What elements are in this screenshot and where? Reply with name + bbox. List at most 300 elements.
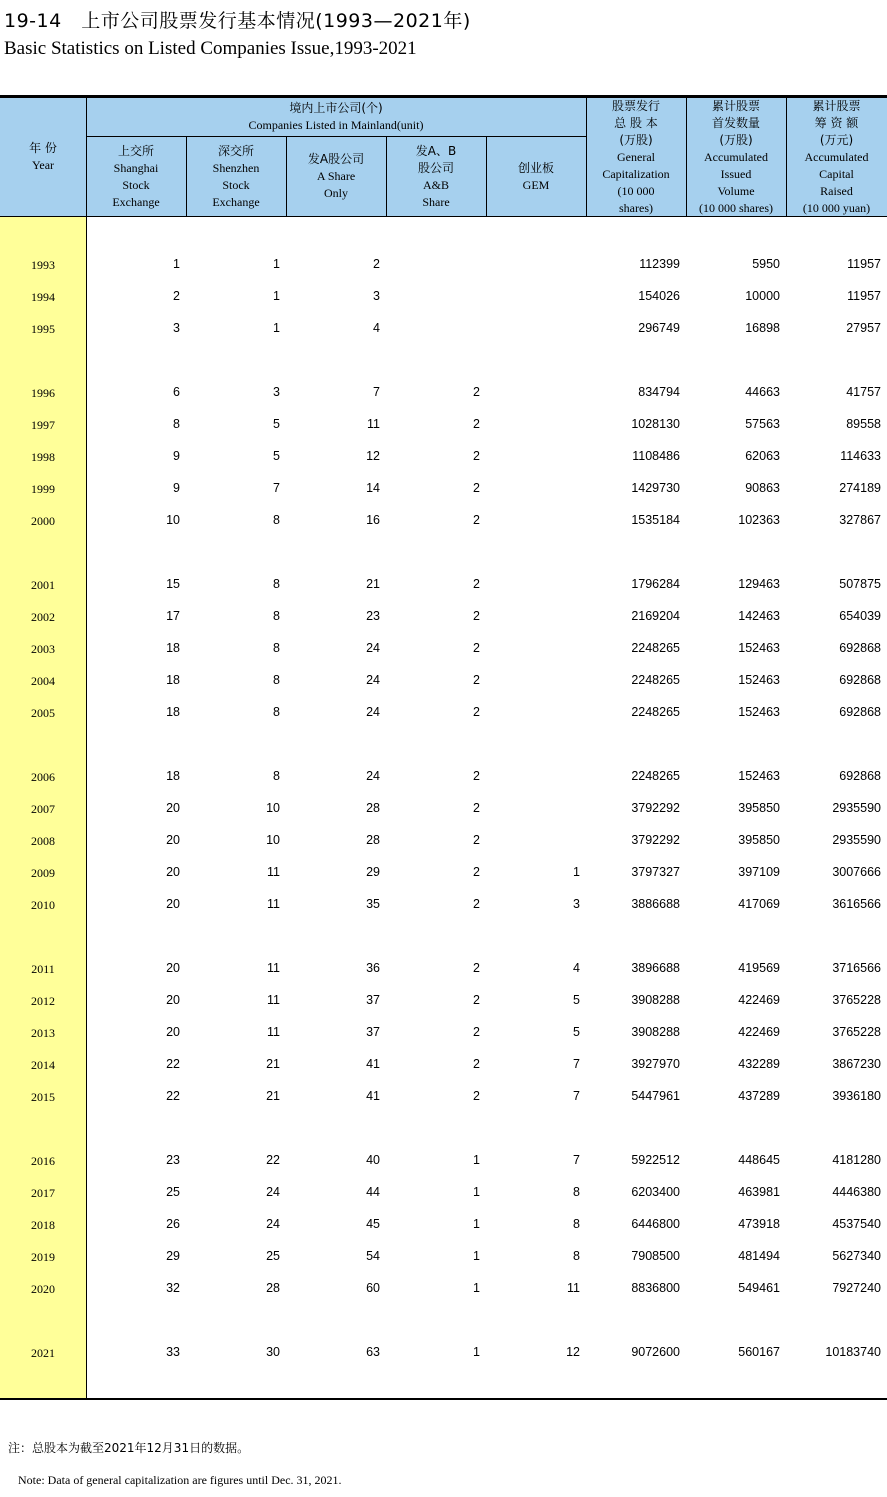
cell-raised: 7927240	[832, 1281, 881, 1295]
cell-raised: 692868	[839, 769, 881, 783]
header-gem	[486, 137, 586, 216]
page-title-en: Basic Statistics on Listed Companies Issue,1993-2021	[4, 38, 417, 59]
cell-sz: 8	[273, 577, 280, 591]
cell-a: 24	[366, 705, 380, 719]
header-issued-volume-en4: (10 000 shares)	[699, 200, 773, 215]
cell-vol: 419569	[738, 961, 780, 975]
header-shanghai-en3: Exchange	[112, 194, 160, 209]
cell-a: 41	[366, 1089, 380, 1103]
cell-raised: 692868	[839, 705, 881, 719]
cell-ab: 2	[473, 481, 480, 495]
cell-sh: 8	[173, 417, 180, 431]
cell-ab: 1	[473, 1217, 480, 1231]
cell-gem: 5	[573, 993, 580, 1007]
cell-raised: 4537540	[832, 1217, 881, 1231]
row-year: 2015	[31, 1090, 55, 1104]
cell-raised: 654039	[839, 609, 881, 623]
cell-sh: 2	[173, 289, 180, 303]
cell-a: 24	[366, 673, 380, 687]
table-row	[0, 415, 887, 435]
cell-sz: 10	[266, 833, 280, 847]
header-capital-raised-cn3: (万元)	[819, 132, 854, 147]
cell-a: 28	[366, 833, 380, 847]
cell-vol: 102363	[738, 513, 780, 527]
cell-sh: 20	[166, 833, 180, 847]
header-shenzhen	[186, 137, 286, 216]
cell-sz: 21	[266, 1089, 280, 1103]
cell-sh: 25	[166, 1185, 180, 1199]
cell-cap: 9072600	[631, 1345, 680, 1359]
cell-vol: 152463	[738, 769, 780, 783]
header-listed-group	[86, 98, 586, 136]
row-year: 2011	[31, 962, 55, 976]
cell-sh: 20	[166, 897, 180, 911]
row-year: 1997	[31, 418, 55, 432]
cell-sh: 26	[166, 1217, 180, 1231]
cell-ab: 1	[473, 1345, 480, 1359]
cell-a: 37	[366, 993, 380, 1007]
row-year: 2001	[31, 578, 55, 592]
cell-raised: 692868	[839, 641, 881, 655]
cell-sz: 1	[273, 257, 280, 271]
footnote-en: Note: Data of general capitalization are figures until Dec. 31, 2021.	[18, 1473, 342, 1487]
cell-sh: 9	[173, 449, 180, 463]
cell-raised: 3765228	[832, 1025, 881, 1039]
cell-vol: 397109	[738, 865, 780, 879]
table-row	[0, 671, 887, 691]
cell-sz: 11	[267, 993, 280, 1007]
cell-sh: 22	[166, 1089, 180, 1103]
cell-cap: 834794	[638, 385, 680, 399]
cell-raised: 2935590	[832, 833, 881, 847]
header-capitalization-cn2: 总 股 本	[614, 115, 658, 130]
row-year: 2020	[31, 1282, 55, 1296]
cell-raised: 692868	[839, 673, 881, 687]
cell-ab: 1	[473, 1153, 480, 1167]
table-row	[0, 767, 887, 787]
cell-sh: 18	[166, 641, 180, 655]
header-shanghai-cn: 上交所	[117, 143, 154, 158]
cell-raised: 507875	[839, 577, 881, 591]
row-year: 2017	[31, 1186, 55, 1200]
header-shenzhen-en1: Shenzhen	[212, 160, 260, 175]
cell-a: 35	[366, 897, 380, 911]
row-year: 2004	[31, 674, 55, 688]
header-capitalization-cn3: (万股)	[619, 132, 653, 147]
cell-a: 63	[366, 1345, 380, 1359]
header-shenzhen-cn: 深交所	[217, 143, 254, 158]
cell-ab: 2	[473, 865, 480, 879]
cell-vol: 152463	[738, 673, 780, 687]
row-year: 1996	[31, 386, 55, 400]
cell-sh: 9	[173, 481, 180, 495]
cell-sz: 5	[273, 449, 280, 463]
cell-gem: 8	[573, 1185, 580, 1199]
header-a-share-en2: Only	[324, 186, 348, 200]
header-shanghai	[86, 137, 186, 216]
cell-ab: 2	[473, 993, 480, 1007]
table-row	[0, 1279, 887, 1299]
cell-gem: 8	[573, 1217, 580, 1231]
table-row	[0, 1151, 887, 1171]
header-issued-volume-en1: Accumulated	[704, 149, 768, 164]
cell-raised: 4181280	[832, 1153, 881, 1167]
header-shenzhen-en2: Stock	[222, 177, 250, 192]
cell-a: 45	[366, 1217, 380, 1231]
cell-ab: 2	[473, 609, 480, 623]
cell-raised: 3616566	[832, 897, 881, 911]
cell-sz: 8	[273, 673, 280, 687]
row-year: 2007	[31, 802, 55, 816]
cell-sz: 8	[273, 769, 280, 783]
row-year: 1993	[31, 258, 55, 272]
cell-sh: 17	[166, 609, 180, 623]
row-year: 2008	[31, 834, 55, 848]
cell-cap: 2169204	[631, 609, 680, 623]
table-row	[0, 447, 887, 467]
cell-raised: 11957	[847, 257, 881, 271]
table-row	[0, 799, 887, 819]
cell-a: 12	[366, 449, 380, 463]
header-ab-share	[386, 137, 486, 216]
cell-cap: 6203400	[631, 1185, 680, 1199]
cell-a: 24	[366, 641, 380, 655]
cell-ab: 2	[473, 449, 480, 463]
cell-raised: 3765228	[832, 993, 881, 1007]
cell-sz: 25	[266, 1249, 280, 1263]
cell-sh: 18	[166, 705, 180, 719]
header-capital-raised-en2: Capital	[819, 166, 854, 181]
cell-raised: 11957	[847, 289, 881, 303]
cell-vol: 57563	[745, 417, 780, 431]
cell-a: 2	[373, 257, 380, 271]
cell-vol: 395850	[738, 833, 780, 847]
cell-a: 23	[366, 609, 380, 623]
cell-raised: 10183740	[825, 1345, 881, 1359]
cell-vol: 44663	[745, 385, 780, 399]
cell-a: 28	[366, 801, 380, 815]
header-shanghai-en2: Stock	[122, 177, 150, 192]
cell-vol: 422469	[738, 1025, 780, 1039]
header-capitalization-en2: Capitalization	[602, 166, 670, 181]
cell-raised: 89558	[846, 417, 881, 431]
header-capital-raised-cn2: 筹 资 额	[814, 115, 859, 130]
cell-a: 29	[366, 865, 380, 879]
cell-ab: 2	[473, 1057, 480, 1071]
cell-a: 36	[366, 961, 380, 975]
cell-a: 3	[373, 289, 380, 303]
table-row	[0, 1183, 887, 1203]
table-row	[0, 607, 887, 627]
cell-ab: 2	[473, 705, 480, 719]
header-year-cn: 年 份	[29, 141, 57, 155]
row-year: 2002	[31, 610, 55, 624]
cell-a: 37	[366, 1025, 380, 1039]
cell-gem: 1	[573, 865, 580, 879]
header-year-en: Year	[31, 158, 55, 172]
cell-gem: 7	[573, 1153, 580, 1167]
cell-sz: 8	[273, 513, 280, 527]
cell-ab: 2	[473, 577, 480, 591]
cell-raised: 274189	[839, 481, 881, 495]
header-capitalization-cn1: 股票发行	[611, 98, 660, 113]
cell-cap: 154026	[638, 289, 680, 303]
table-row	[0, 991, 887, 1011]
cell-sz: 1	[273, 289, 280, 303]
cell-cap: 3908288	[631, 1025, 680, 1039]
cell-sh: 15	[166, 577, 180, 591]
header-a-share-cn: 发A股公司	[307, 152, 365, 166]
table-row	[0, 1247, 887, 1267]
header-issued-volume	[686, 98, 786, 216]
table-row	[0, 831, 887, 851]
cell-a: 41	[366, 1057, 380, 1071]
cell-raised: 3716566	[832, 961, 881, 975]
row-year: 1999	[31, 482, 55, 496]
header-ab-share-cn2: 股公司	[417, 160, 454, 175]
cell-ab: 2	[473, 513, 480, 527]
cell-vol: 152463	[738, 641, 780, 655]
table-row	[0, 287, 887, 307]
cell-vol: 463981	[738, 1185, 780, 1199]
cell-cap: 1796284	[631, 577, 680, 591]
cell-vol: 395850	[738, 801, 780, 815]
header-capital-raised-en3: Raised	[820, 183, 853, 198]
cell-sz: 8	[273, 641, 280, 655]
cell-sz: 28	[266, 1281, 280, 1295]
cell-sz: 11	[267, 897, 280, 911]
header-ab-share-en1: A&B	[422, 177, 449, 192]
header-capital-raised	[786, 98, 887, 216]
page-title-cn: 19-14 上市公司股票发行基本情况(1993—2021年)	[4, 10, 471, 32]
row-year: 2010	[31, 898, 55, 912]
row-year: 1994	[31, 290, 55, 304]
cell-sz: 11	[267, 865, 280, 879]
cell-vol: 62063	[745, 449, 780, 463]
row-year: 2021	[31, 1346, 55, 1360]
table-row	[0, 1023, 887, 1043]
table-row	[0, 1215, 887, 1235]
cell-ab: 2	[473, 961, 480, 975]
header-year	[0, 98, 86, 216]
cell-cap: 3792292	[631, 801, 680, 815]
row-year: 2018	[31, 1218, 55, 1232]
cell-vol: 422469	[738, 993, 780, 1007]
table-row	[0, 383, 887, 403]
cell-raised: 327867	[839, 513, 881, 527]
cell-sh: 20	[166, 961, 180, 975]
cell-cap: 3908288	[631, 993, 680, 1007]
cell-vol: 152463	[738, 705, 780, 719]
cell-sz: 22	[266, 1153, 280, 1167]
table-row	[0, 1087, 887, 1107]
cell-cap: 2248265	[631, 769, 680, 783]
cell-sh: 20	[166, 801, 180, 815]
table-row	[0, 319, 887, 339]
cell-sh: 1	[173, 257, 180, 271]
cell-ab: 2	[473, 897, 480, 911]
cell-raised: 114633	[840, 449, 881, 463]
row-year: 2009	[31, 866, 55, 880]
cell-ab: 2	[473, 385, 480, 399]
cell-raised: 5627340	[832, 1249, 881, 1263]
cell-cap: 1535184	[631, 513, 680, 527]
header-a-share	[286, 137, 386, 216]
cell-ab: 2	[473, 833, 480, 847]
cell-sh: 18	[166, 769, 180, 783]
cell-gem: 7	[573, 1057, 580, 1071]
header-ab-share-en2: Share	[422, 194, 450, 209]
cell-cap: 8836800	[631, 1281, 680, 1295]
statistics-table	[0, 95, 887, 1401]
cell-vol: 481494	[738, 1249, 780, 1263]
row-year: 2019	[31, 1250, 55, 1264]
cell-vol: 560167	[738, 1345, 780, 1359]
cell-gem: 3	[573, 897, 580, 911]
cell-sh: 20	[166, 1025, 180, 1039]
header-shenzhen-en3: Exchange	[212, 194, 260, 209]
header-issued-volume-en3: Volume	[717, 183, 755, 198]
cell-vol: 5950	[752, 257, 780, 271]
cell-sh: 10	[166, 513, 180, 527]
cell-cap: 2248265	[631, 673, 680, 687]
cell-cap: 3797327	[631, 865, 680, 879]
header-capitalization-en4: shares)	[619, 200, 653, 215]
cell-a: 16	[366, 513, 380, 527]
table-row	[0, 511, 887, 531]
cell-ab: 2	[473, 673, 480, 687]
row-year: 2012	[31, 994, 55, 1008]
row-year: 2014	[31, 1058, 55, 1072]
cell-cap: 3927970	[631, 1057, 680, 1071]
header-shanghai-en1: Shanghai	[113, 160, 159, 175]
header-gem-cn: 创业板	[517, 160, 554, 175]
cell-ab: 1	[473, 1249, 480, 1263]
cell-ab: 2	[473, 417, 480, 431]
cell-a: 40	[366, 1153, 380, 1167]
cell-cap: 2248265	[631, 641, 680, 655]
header-capital-raised-en1: Accumulated	[804, 149, 869, 164]
cell-vol: 16898	[745, 321, 780, 335]
cell-cap: 112399	[639, 257, 680, 271]
cell-a: 54	[366, 1249, 380, 1263]
cell-ab: 2	[473, 1089, 480, 1103]
row-year: 2013	[31, 1026, 55, 1040]
cell-sh: 23	[166, 1153, 180, 1167]
header-capitalization-en3: (10 000	[617, 183, 655, 198]
header-issued-volume-cn2: 首发数量	[711, 115, 760, 130]
table-row	[0, 575, 887, 595]
header-capital-raised-en4: (10 000 yuan)	[802, 200, 871, 215]
cell-sz: 7	[273, 481, 280, 495]
header-gem-en: GEM	[522, 177, 550, 192]
cell-sz: 3	[273, 385, 280, 399]
cell-sz: 8	[273, 705, 280, 719]
table-row	[0, 959, 887, 979]
cell-sh: 32	[166, 1281, 180, 1295]
cell-sh: 20	[166, 993, 180, 1007]
cell-cap: 1028130	[631, 417, 680, 431]
cell-vol: 10000	[745, 289, 780, 303]
header-a-share-en1: A Share	[316, 169, 356, 183]
cell-cap: 5922512	[631, 1153, 680, 1167]
cell-cap: 7908500	[631, 1249, 680, 1263]
row-year: 2000	[31, 514, 55, 528]
cell-ab: 1	[473, 1281, 480, 1295]
cell-cap: 5447961	[631, 1089, 680, 1103]
cell-sz: 1	[273, 321, 280, 335]
cell-gem: 5	[573, 1025, 580, 1039]
row-year: 2003	[31, 642, 55, 656]
cell-cap: 3792292	[631, 833, 680, 847]
cell-cap: 296749	[638, 321, 680, 335]
row-year: 1995	[31, 322, 55, 336]
cell-gem: 7	[573, 1089, 580, 1103]
cell-a: 44	[366, 1185, 380, 1199]
header-issued-volume-cn3: (万股)	[719, 132, 753, 147]
header-capital-raised-cn1: 累计股票	[812, 98, 861, 113]
cell-raised: 2935590	[832, 801, 881, 815]
cell-sz: 24	[266, 1185, 280, 1199]
cell-vol: 90863	[745, 481, 780, 495]
cell-ab: 1	[473, 1185, 480, 1199]
footnote-cn: 注：总股本为截至2021年12月31日的数据。	[8, 1441, 250, 1455]
cell-ab: 2	[473, 769, 480, 783]
cell-a: 7	[373, 385, 380, 399]
cell-raised: 3936180	[832, 1089, 881, 1103]
table-row	[0, 863, 887, 883]
cell-vol: 129463	[738, 577, 780, 591]
cell-a: 21	[366, 577, 380, 591]
cell-raised: 27957	[846, 321, 881, 335]
cell-sz: 24	[266, 1217, 280, 1231]
header-ab-share-cn1: 发A、B	[415, 143, 457, 158]
header-issued-volume-cn1: 累计股票	[711, 98, 760, 113]
cell-gem: 11	[567, 1281, 580, 1295]
cell-sh: 3	[173, 321, 180, 335]
cell-cap: 1108486	[632, 449, 680, 463]
cell-gem: 12	[566, 1345, 580, 1359]
table-bottom-rule	[0, 1398, 887, 1400]
cell-raised: 3007666	[832, 865, 881, 879]
cell-vol: 417069	[738, 897, 780, 911]
cell-gem: 4	[573, 961, 580, 975]
table-row	[0, 703, 887, 723]
cell-gem: 8	[573, 1249, 580, 1263]
cell-a: 4	[373, 321, 380, 335]
header-issued-volume-en2: Issued	[720, 166, 752, 181]
cell-raised: 3867230	[832, 1057, 881, 1071]
table-row	[0, 1055, 887, 1075]
cell-a: 14	[366, 481, 380, 495]
cell-sz: 11	[267, 1025, 280, 1039]
cell-cap: 1429730	[631, 481, 680, 495]
cell-sz: 21	[266, 1057, 280, 1071]
row-year: 2005	[31, 706, 55, 720]
row-year: 2016	[31, 1154, 55, 1168]
cell-cap: 6446800	[631, 1217, 680, 1231]
header-capitalization	[586, 98, 686, 216]
table-row	[0, 1343, 887, 1363]
table-row	[0, 255, 887, 275]
cell-raised: 41757	[846, 385, 881, 399]
cell-vol: 448645	[738, 1153, 780, 1167]
cell-sz: 8	[273, 609, 280, 623]
row-year: 1998	[31, 450, 55, 464]
cell-ab: 2	[473, 801, 480, 815]
header-listed-group-en: Companies Listed in Mainland(unit)	[248, 118, 424, 132]
cell-sh: 18	[166, 673, 180, 687]
